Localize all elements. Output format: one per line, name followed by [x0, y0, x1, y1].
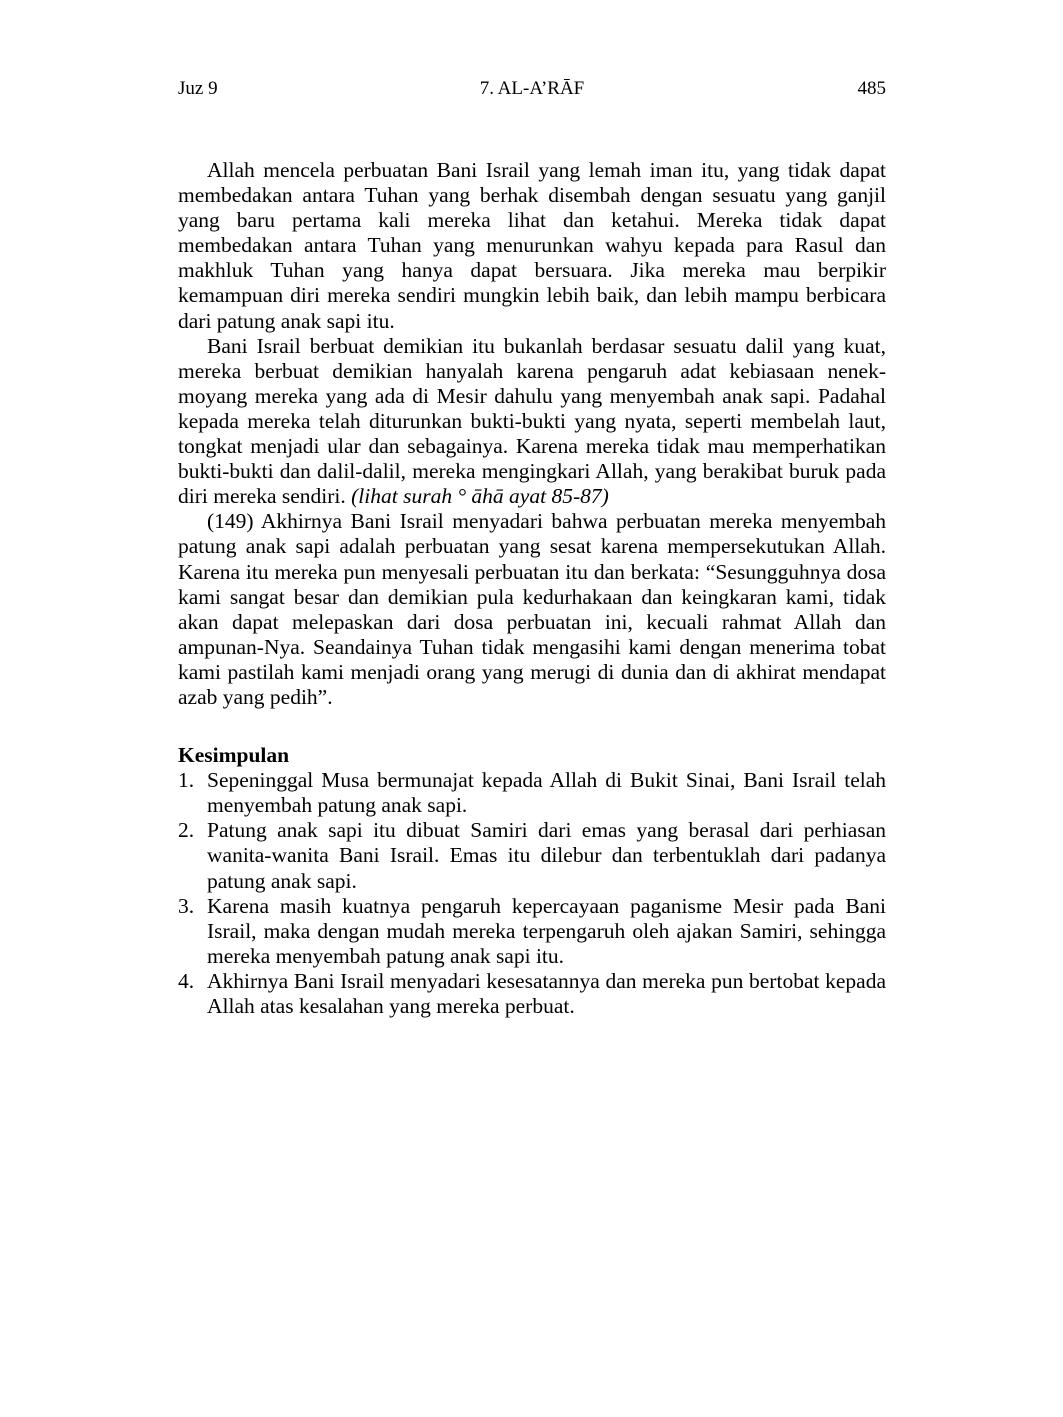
list-item: [178, 818, 886, 893]
juz-label: Juz 9: [178, 78, 218, 99]
list-item-number: 3.: [178, 893, 195, 918]
page-body: [178, 158, 886, 1019]
paragraph-1: [178, 158, 886, 334]
paragraph-3-text: (149) Akhirnya Bani Israil menyadari bahwa perbuatan mereka menyembah patung anak sapi adalah perbuatan yang sesat karena mempersekutukan Allah. Karena itu mereka pun menyesali perbuatan itu dan berkata: “Sesungguhnya dosa kami sangat besar dan demikian pula kedurhakaan dan keingkaran kami, tidak akan dapat melepaskan dari dosa perbuatan ini, kecuali rahmat Allah dan ampunan-Nya. Seandainya Tuhan tidak mengasihi kami dengan menerima tobat kami pastilah kami menjadi orang yang merugi di dunia dan di akhirat mendapat azab yang pedih”.: [178, 509, 886, 709]
conclusion-heading: Kesimpulan: [178, 743, 290, 768]
list-item-text: Akhirnya Bani Israil menyadari kesesatannya dan mereka pun bertobat kepada Allah atas kesalahan yang mereka perbuat.: [207, 968, 886, 1018]
list-item: [178, 969, 886, 1019]
paragraph-3: [178, 509, 886, 710]
paragraph-1-text: Allah mencela perbuatan Bani Israil yang lemah iman itu, yang tidak dapat membedakan antara Tuhan yang berhak disembah dengan sesuatu yang ganjil yang baru pertama kali mereka lihat dan ketahui. Mereka tidak dapat membedakan antara Tuhan yang menurunkan wahyu kepada para Rasul dan makhluk Tuhan yang hanya dapat bersuara. Jika mereka mau berpikir kemampuan diri mereka sendiri mungkin lebih baik, dan lebih mampu berbicara dari patung anak sapi itu.: [178, 158, 886, 333]
running-header: [178, 76, 886, 102]
list-item: [178, 768, 886, 818]
list-item-text: Sepeninggal Musa bermunajat kepada Allah di Bukit Sinai, Bani Israil telah menyembah patung anak sapi.: [207, 768, 886, 818]
list-item-text: Patung anak sapi itu dibuat Samiri dari emas yang berasal dari perhiasan wanita-wanita Bani Israil. Emas itu dilebur dan terbentuklah dari padanya patung anak sapi.: [207, 818, 886, 893]
conclusion-list: [178, 768, 886, 1019]
list-item: [178, 894, 886, 969]
page-number: 485: [857, 78, 886, 99]
paragraph-2-text: Bani Israil berbuat demikian itu bukanlah berdasar sesuatu dalil yang kuat, mereka berbuat demikian hanyalah karena pengaruh adat kebiasaan nenek-moyang mereka yang ada di Mesir dahulu yang menyembah anak sapi. Padahal kepada mereka telah diturunkan bukti-bukti yang nyata, seperti membelah laut, tongkat menjadi ular dan sebagainya. Karena mereka tidak mau memperhatikan bukti-bukti dan dalil-dalil, mereka mengingkari Allah, yang berakibat buruk pada diri mereka sendiri.: [178, 333, 886, 509]
surah-reference: (lihat surah ° āhā ayat 85-87): [351, 484, 609, 509]
paragraph-2: [178, 334, 886, 510]
list-item-number: 4.: [178, 968, 195, 993]
list-item-number: 2.: [178, 818, 195, 843]
list-item-text: Karena masih kuatnya pengaruh kepercayaan paganisme Mesir pada Bani Israil, maka dengan mudah mereka terpengaruh oleh ajakan Samiri, sehingga mereka menyembah patung anak sapi itu.: [207, 893, 886, 968]
list-item-number: 1.: [178, 768, 195, 793]
surah-title: 7. AL-A’RĀF: [479, 78, 585, 99]
